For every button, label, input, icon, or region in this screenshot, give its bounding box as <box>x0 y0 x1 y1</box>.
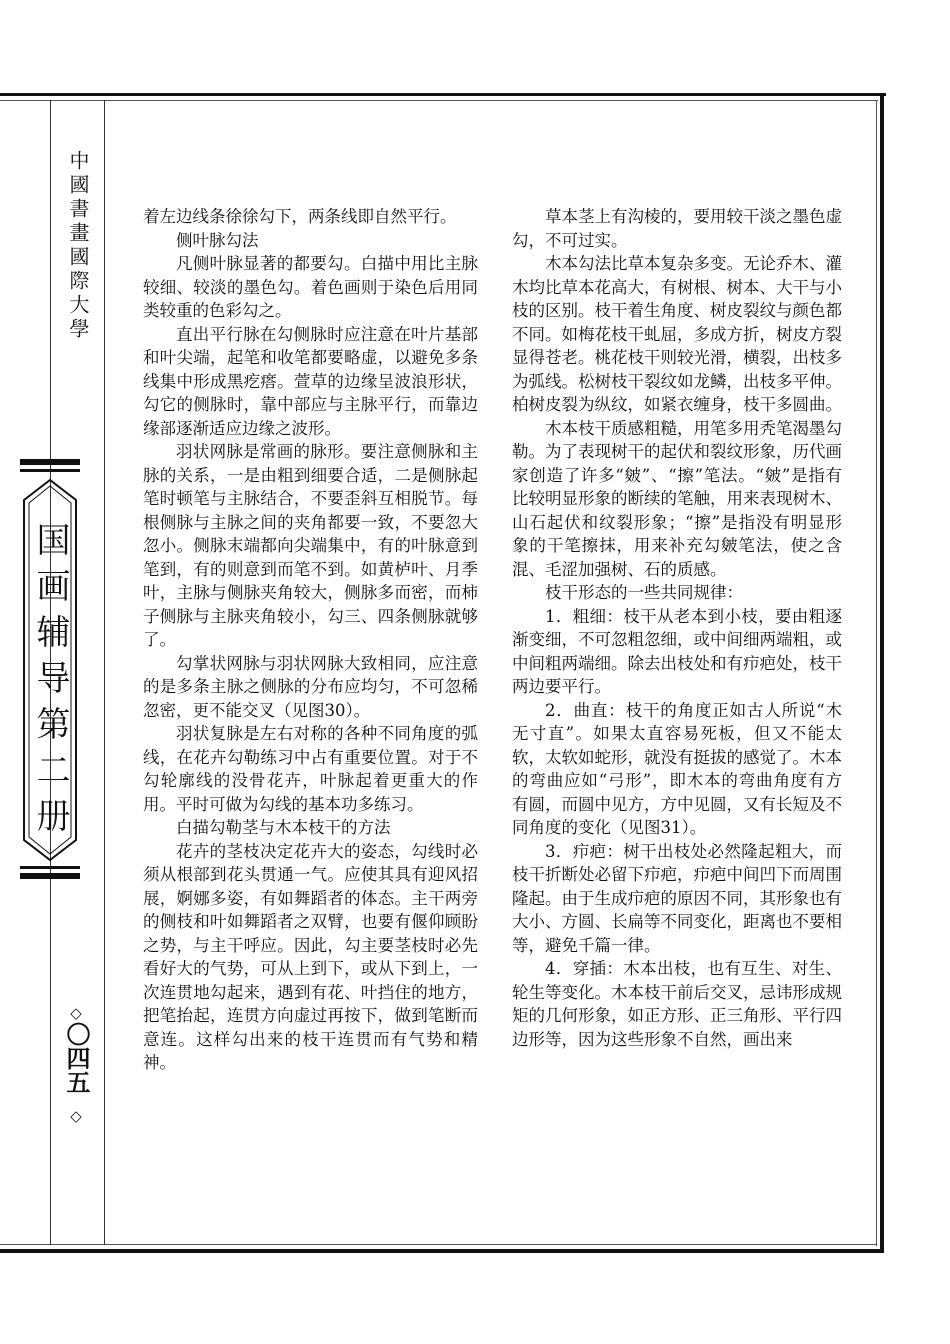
section-heading: 侧叶脉勾法 <box>176 230 259 250</box>
list-item: 1．粗细：枝干从老本到小枝，要由粗逐渐变细，不可忽粗忽细，或中间细两端粗，或中间粗两端细。除去出枝处和有疖疤处，枝干两边要平行。 <box>512 606 842 696</box>
frame-right-rule <box>880 93 884 1253</box>
paragraph: 凡侧叶脉显著的都要勾。白描中用比主脉较细、较淡的墨色勾。着色画则于染色后用同类较重的色彩勾之。 <box>143 254 478 320</box>
list-item: 2．曲直：枝干的角度正如古人所说“木无寸直”。如果太直容易死板，但又不能太软，太软如蛇形，就没有挺拔的感觉了。木本的弯曲应如“弓形”，即木本的弯曲角度有方有圆，而圆中见方，方中见圆，又有长短及不同角度的变化（见图31）。 <box>512 700 842 837</box>
frame-bottom-inner-rule <box>0 1244 877 1245</box>
volume-box-top-bar-thin <box>20 469 80 472</box>
paragraph: 草本茎上有沟棱的，要用较干淡之墨色虚勾，不可过实。 <box>512 207 842 250</box>
frame-top-rule <box>0 93 886 96</box>
volume-box-bottom-bar-thin <box>20 866 80 869</box>
paragraph: 直出平行脉在勾侧脉时应注意在叶片基部和叶尖端，起笔和收笔都要略虚，以避免多条线集中形成黑疙瘩。萱草的边缘呈波浪形状，勾它的侧脉时，靠中部应与主脉平行，而靠边缘部逐渐适应边缘之波形。 <box>143 324 478 438</box>
frame-bottom-rule <box>0 1249 884 1253</box>
paragraph: 羽状网脉是常画的脉形。要注意侧脉和主脉的关系，一是由粗到细要合适，二是侧脉起笔时顿笔与主脉结合，不要歪斜互相脱节。每根侧脉与主脉之间的夹角都要一致，不要忽大忽小。侧脉末端都向尖端集中，有的叶脉意到笔到，有的则意到而笔不到。如黄栌叶、月季叶，主脉与侧脉夹角较大，侧脉多而密，而柿子侧脉与主脉夹角较小，勾三、四条侧脉就够了。 <box>143 442 478 649</box>
page-number: 〇四五 <box>62 1022 91 1094</box>
paragraph: 木本勾法比草本复杂多变。无论乔木、灌木均比草本花高大，有树根、树本、大干与小枝的区别。枝干着生角度、树皮裂纹与颜色都不同。如梅花枝干虬屈，多成方折，树皮方裂显得苍老。桃花枝干则较光滑，横裂，出枝多为弧线。松树枝干裂纹如龙鳞，出枝多平伸。柏树皮裂为纵纹，如紧衣缠身，枝干多圆曲。 <box>512 254 842 414</box>
paragraph: 花卉的茎枝决定花卉大的姿态，勾线时必须从根部到花头贯通一气。应使其具有迎风招展，婀娜多姿，有如舞蹈者的体态。主干两旁的侧枝和叶如舞蹈者之双臂，也要有偃仰顾盼之势，与主干呼应。因此，勾主要茎枝时必先看好大的气势，可从上到下，或从下到上，一次连贯地勾起来，遇到有花、叶挡住的地方，把笔抬起，连贯方向虚过再按下，做到笔断而意连。这样勾出来的枝干连贯而有气势和精神。 <box>143 841 478 1072</box>
paragraph: 勾掌状网脉与羽状网脉大致相同，应注意的是多条主脉之侧脉的分布应均匀，不可忽稀忽密，更不能交叉（见图30）。 <box>143 653 478 720</box>
list-item: 3．疖疤：树干出枝处必然隆起粗大，而枝干折断处必留下疖疤，疖疤中间凹下而周围隆起。由于生成疖疤的原因不同，其形象也有大小、方圆、长扁等不同变化，距离也不要相等，避免千篇一律。 <box>512 841 842 955</box>
paragraph: 木本枝干质感粗糙，用笔多用秃笔渴墨勾勒。为了表现树干的起伏和裂纹形象，历代画家创造了许多“皴”、“擦”笔法。“皴”是指有比较明显形象的断续的笔触，用来表现树木、山石起伏和纹裂形象；“擦”是指没有明显形象的干笔擦抹，用来补充勾皴笔法，使之含混、毛涩加强树、石的质感。 <box>512 418 842 579</box>
paragraph: 枝干形态的一些共同规律： <box>545 583 743 602</box>
volume-title: 国画辅导第二册 <box>30 522 70 844</box>
volume-box-top-bar <box>20 459 80 465</box>
diamond-ornament-bottom: ◇ <box>70 1107 82 1125</box>
paragraph: 羽状复脉是左右对称的各种不同角度的弧线，在花卉勾勒练习中占有重要位置。对于不勾轮廓线的没骨花卉，叶脉起着更重大的作用。平时可做为勾线的基本功多练习。 <box>143 724 478 814</box>
margin-rule-right <box>104 100 105 1245</box>
frame-top-inner-rule <box>0 100 878 101</box>
list-item: 4．穿插：木本出枝，也有互生、对生、轮生等变化。木本枝干前后交叉，忌讳形成规矩的几何形象，如正方形、正三角形、平行四边形等，因为这些形象不自然，画出来 <box>512 959 842 1049</box>
diamond-ornament-top: ◇ <box>70 1004 82 1022</box>
paragraph-continuation: 着左边线条徐徐勾下，两条线即自然平行。 <box>143 207 457 226</box>
section-heading: 白描勾勒茎与木本枝干的方法 <box>176 818 391 837</box>
left-text-column <box>143 205 478 1075</box>
frame-right-inner-rule <box>876 100 877 1246</box>
volume-title-box <box>22 478 78 862</box>
volume-box-bottom-bar <box>20 873 80 879</box>
right-text-column <box>512 205 842 1051</box>
series-title: 中國書畫國際大學 <box>66 150 90 342</box>
